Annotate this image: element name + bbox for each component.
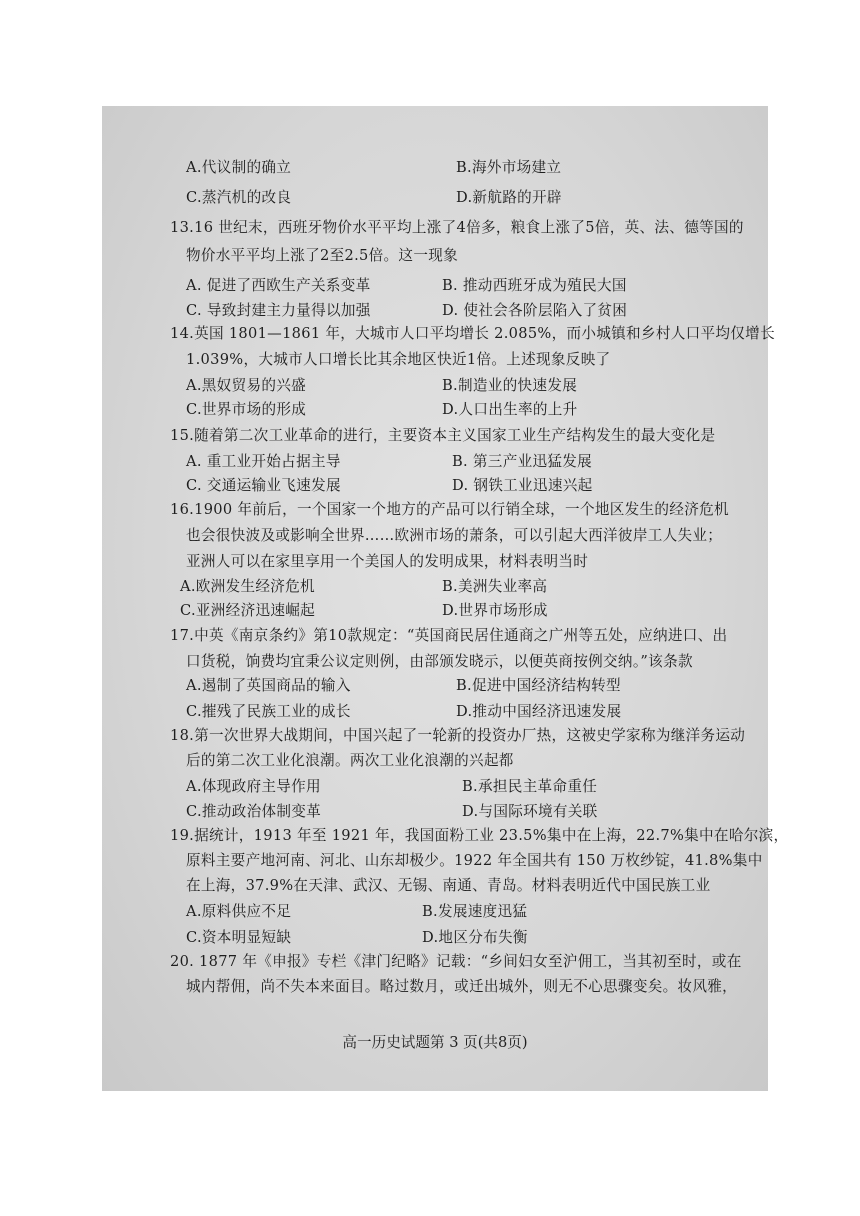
option-b: B.承担民主革命重任 xyxy=(462,778,598,795)
option-d: D. 使社会各阶层陷入了贫困 xyxy=(442,302,628,319)
option-d: D.推动中国经济迅速发展 xyxy=(456,703,622,720)
option-c: C.资本明显短缺 xyxy=(186,929,292,946)
option-b: B.海外市场建立 xyxy=(456,159,562,176)
question-14-stem: 14.英国 1801—1861 年，大城市人口平均增长 2.085%，而小城镇和乡村人口平均仅增长 xyxy=(170,325,775,342)
option-c: C. 导致封建主力量得以加强 xyxy=(186,302,371,319)
option-d: D.地区分布失衡 xyxy=(422,929,528,946)
question-18-stem-cont: 后的第二次工业化浪潮。两次工业化浪潮的兴起都 xyxy=(186,752,514,769)
option-b: B.促进中国经济结构转型 xyxy=(456,677,621,694)
page-footer: 高一历史试题第 3 页(共8页) xyxy=(342,1034,528,1051)
option-c: C.摧残了民族工业的成长 xyxy=(186,703,351,720)
question-13-stem-cont: 物价水平平均上涨了2至2.5倍。这一现象 xyxy=(186,247,458,264)
option-d: D.与国际环境有关联 xyxy=(462,803,598,820)
option-a: A. 促进了西欧生产关系变革 xyxy=(186,277,371,294)
question-20-stem: 20. 1877 年《申报》专栏《津门纪略》记载：“乡间妇女至沪佣工，当其初至时，或在 xyxy=(170,953,742,970)
question-15-stem: 15.随着第二次工业革命的进行，主要资本主义国家工业生产结构发生的最大变化是 xyxy=(170,427,716,444)
question-19-stem-cont: 在上海，37.9%在天津、武汉、无锡、南通、青岛。材料表明近代中国民族工业 xyxy=(186,877,711,894)
question-16-stem: 16.1900 年前后，一个国家一个地方的产品可以行销全球，一个地区发生的经济危机 xyxy=(170,501,729,518)
option-a: A.体现政府主导作用 xyxy=(186,778,321,795)
option-c: C.世界市场的形成 xyxy=(186,401,307,418)
question-19-stem-cont: 原料主要产地河南、河北、山东却极少。1922 年全国共有 150 万枚纱锭，41.8%集中 xyxy=(186,852,763,869)
option-a: A.代议制的确立 xyxy=(186,159,292,176)
option-a: A.黑奴贸易的兴盛 xyxy=(186,377,307,394)
option-a: A. 重工业开始占据主导 xyxy=(186,453,341,470)
option-d: D.新航路的开辟 xyxy=(456,189,562,206)
option-d: D.世界市场形成 xyxy=(442,602,548,619)
option-c: C.推动政治体制变革 xyxy=(186,803,322,820)
option-c: C.亚洲经济迅速崛起 xyxy=(180,602,316,619)
option-a: A.原料供应不足 xyxy=(186,903,292,920)
option-a: A.遏制了英国商品的输入 xyxy=(186,677,351,694)
question-17-stem: 17.中英《南京条约》第10款规定：“英国商民居住通商之广州等五处，应纳进口、出 xyxy=(170,627,728,644)
option-b: B.发展速度迅猛 xyxy=(422,903,528,920)
option-a: A.欧洲发生经济危机 xyxy=(180,578,315,595)
question-19-stem: 19.据统计，1913 年至 1921 年，我国面粉工业 23.5%集中在上海，22.7%集中在哈尔滨， xyxy=(170,827,789,844)
option-b: B. 第三产业迅猛发展 xyxy=(452,453,593,470)
option-b: B.制造业的快速发展 xyxy=(442,377,578,394)
question-20-stem-cont: 城内帮佣，尚不失本来面目。略过数月，或迁出城外，则无不心思骤变矣。妆风雅， xyxy=(186,978,738,995)
question-16-stem-cont: 也会很快波及或影响全世界……欧洲市场的萧条，可以引起大西洋彼岸工人失业； xyxy=(186,527,723,544)
option-b: B. 推动西班牙成为殖民大国 xyxy=(442,277,627,294)
option-c: C. 交通运输业飞速发展 xyxy=(186,477,341,494)
question-13-stem: 13.16 世纪末，西班牙物价水平平均上涨了4倍多，粮食上涨了5倍，英、法、德等国的 xyxy=(170,219,744,236)
option-d: D.人口出生率的上升 xyxy=(442,401,578,418)
question-18-stem: 18.第一次世界大战期间，中国兴起了一轮新的投资办厂热，这被史学家称为继洋务运动 xyxy=(170,727,746,744)
exam-page xyxy=(102,106,789,1091)
option-d: D. 钢铁工业迅速兴起 xyxy=(452,477,593,494)
option-c: C.蒸汽机的改良 xyxy=(186,189,292,206)
question-16-stem-cont: 亚洲人可以在家里享用一个美国人的发明成果，材料表明当时 xyxy=(186,553,589,570)
question-14-stem-cont: 1.039%，大城市人口增长比其余地区快近1倍。上述现象反映了 xyxy=(186,351,611,368)
question-17-stem-cont: 口货税，饷费均宜秉公议定则例，由部颁发晓示，以便英商按例交纳。”该条款 xyxy=(186,653,693,670)
option-b: B.美洲失业率高 xyxy=(442,578,548,595)
